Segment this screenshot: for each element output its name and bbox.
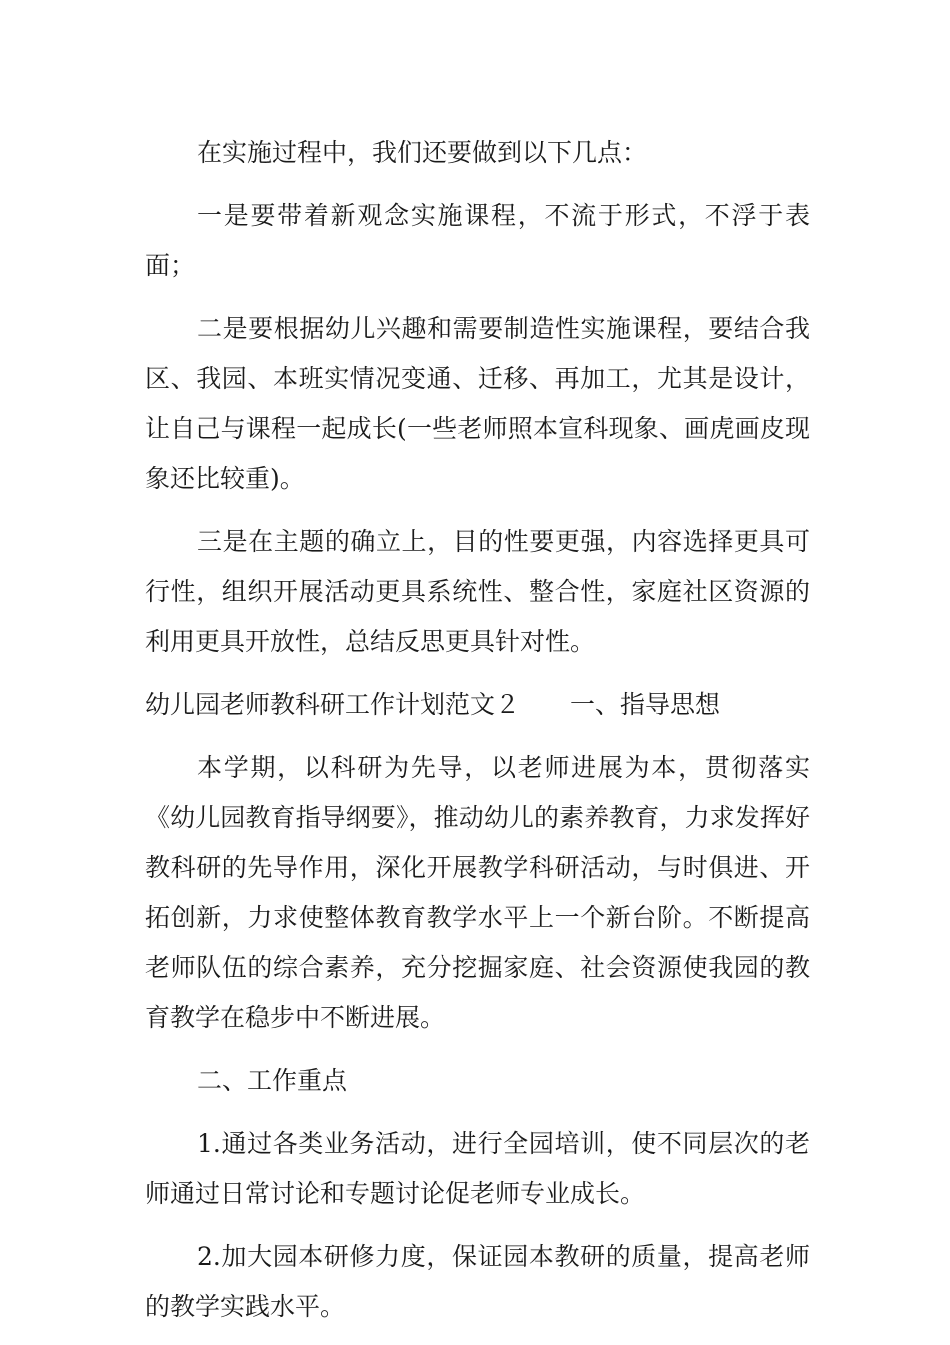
section-heading-work-focus: 二、工作重点 [197, 1066, 348, 1095]
paragraph-implementation-intro: 在实施过程中，我们还要做到以下几点： [197, 138, 648, 167]
paragraph-guiding-ideology: 本学期，以科研为先导，以老师进展为本，贯彻落实《幼儿园教育指导纲要》，推动幼儿的素养教育，力求发挥好教科研的先导作用，深化开展教学科研活动，与时俱进、开拓创新，力求使整体教育教学水平上一个新台阶。不断提高老师队伍的综合素养，充分挖掘家庭、社会资源使我园的教育教学在稳步中不断进展。 [145, 753, 810, 1032]
paragraph-focus-item-1: 1.通过各类业务活动，进行全园培训，使不同层次的老师通过日常讨论和专题讨论促老师专业成长。 [145, 1129, 810, 1208]
paragraph-point-three: 三是在主题的确立上，目的性要更强，内容选择更具可行性，组织开展活动更具系统性、整合性，家庭社区资源的利用更具开放性，总结反思更具针对性。 [145, 527, 810, 656]
paragraph-point-two: 二是要根据幼儿兴趣和需要制造性实施课程，要结合我区、我园、本班实情况变通、迁移、再加工，尤其是设计，让自己与课程一起成长(一些老师照本宣科现象、画虎画皮现象还比较重)。 [145, 314, 810, 493]
paragraph-point-one: 一是要带着新观念实施课程，不流于形式，不浮于表面； [145, 201, 810, 280]
article-title: 幼儿园老师教科研工作计划范文２ [145, 690, 521, 719]
section-heading-guiding-ideology: 一、指导思想 [570, 690, 721, 719]
document-body [145, 128, 810, 1345]
paragraph-focus-item-2: 2.加大园本研修力度，保证园本教研的质量，提高老师的教学实践水平。 [145, 1242, 810, 1321]
article-heading-line [145, 680, 810, 730]
